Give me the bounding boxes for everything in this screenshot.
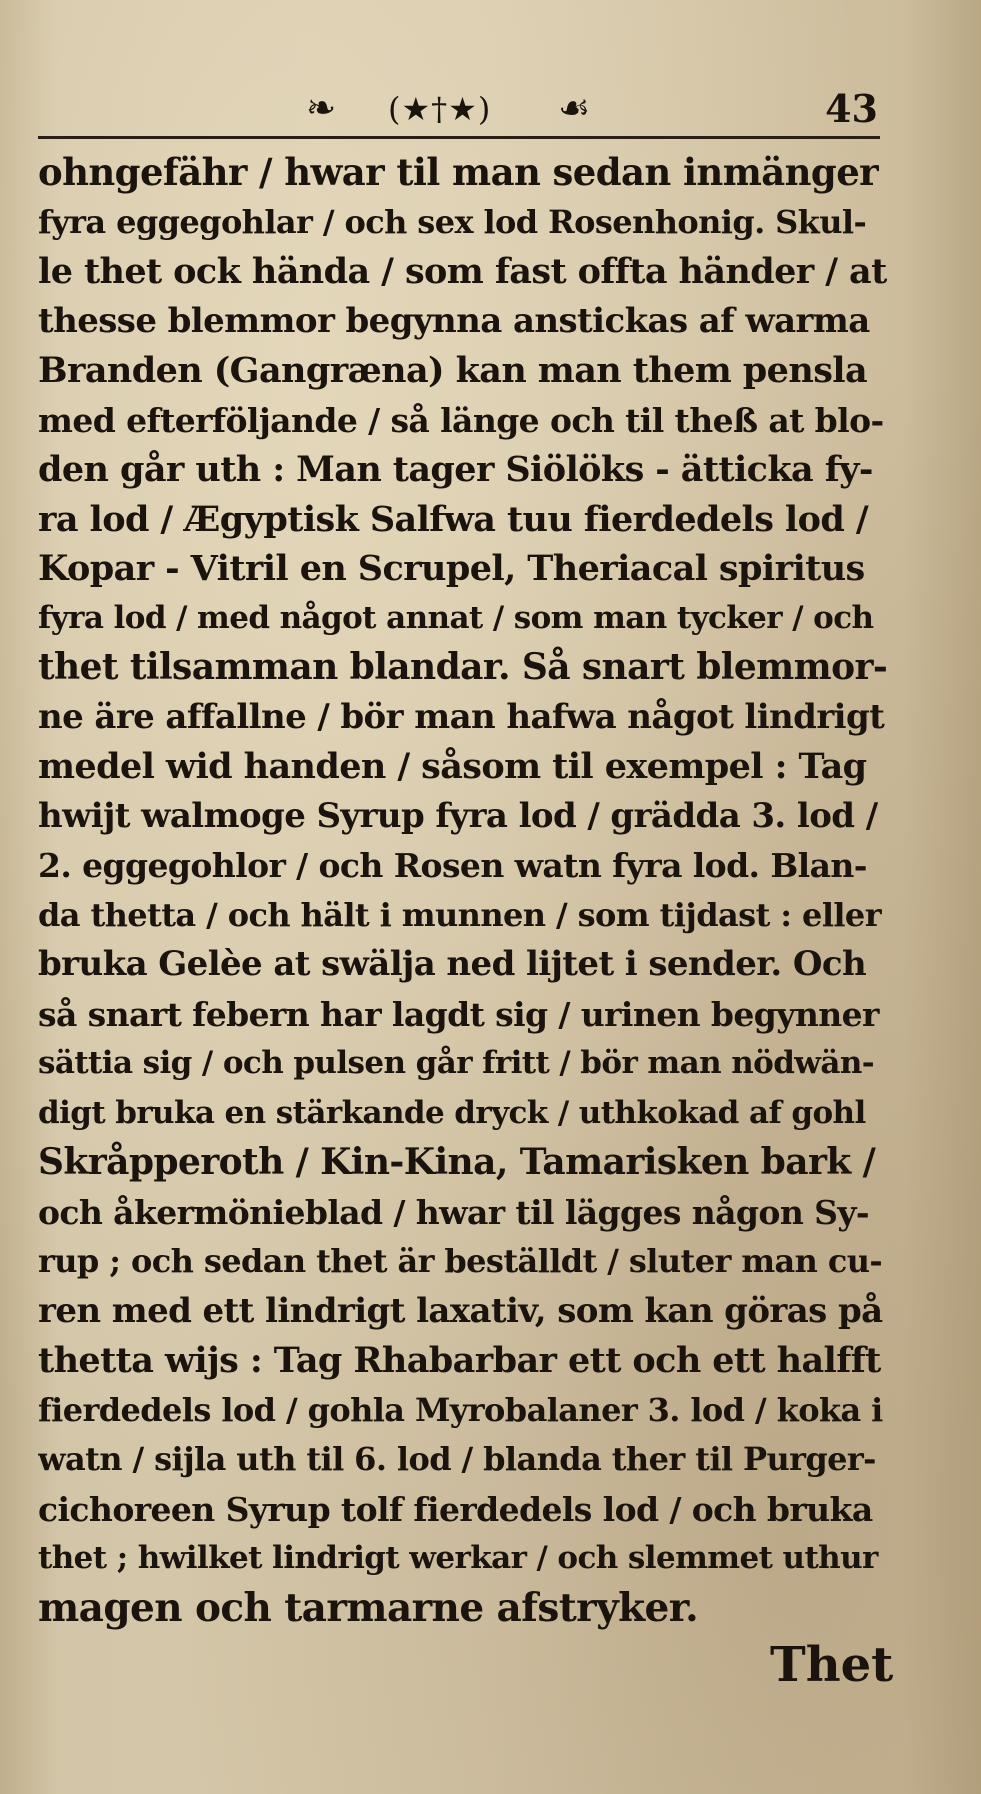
text-line: cichoreen Syrup tolf fierdedels lod / och bruka	[38, 1489, 873, 1529]
text-line: rup ; och sedan thet är beställdt / sluter man cu-	[38, 1242, 883, 1280]
text-line: så snart febern har lagdt sig / urinen begynner	[38, 994, 879, 1034]
text-line: den går uth : Man tager Siölöks - ätticka fy-	[38, 449, 873, 490]
text-line: fierdedels lod / gohla Myrobalaner 3. lod / koka i	[38, 1390, 883, 1429]
text-line: Skråpperoth / Kin-Kina, Tamarisken bark /	[38, 1141, 876, 1183]
text-line: och åkermönieblad / hwar til lägges någon Sy-	[38, 1192, 870, 1232]
text-line: Branden (Gangræna) kan man them pensla	[38, 350, 868, 391]
text-line: le thet ock hända / som fast offta händer / at	[38, 251, 887, 292]
text-line: ohngefähr / hwar til man sedan inmänger	[38, 150, 879, 194]
ornament-left-icon: ❧	[306, 88, 337, 129]
header-signature: (★†★)	[388, 90, 492, 128]
ornament-right-icon: ☙	[558, 88, 591, 129]
text-line: fyra eggegohlar / och sex lod Rosenhonig. Skul-	[38, 202, 867, 241]
header-rule	[38, 136, 880, 139]
text-line: medel wid handen / såsom til exempel : Tag	[38, 746, 867, 787]
catchword: Thet	[770, 1637, 894, 1693]
text-line: Kopar - Vitril en Scrupel, Theriacal spiritus	[38, 548, 865, 589]
text-line: thesse blemmor begynna anstickas af warma	[38, 300, 870, 341]
text-line: da thetta / och hält i munnen / som tijdast : eller	[38, 895, 881, 934]
text-line: sättia sig / och pulsen går fritt / bör man nödwän-	[38, 1045, 875, 1081]
text-line: hwijt walmoge Syrup fyra lod / grädda 3. lod /	[38, 795, 878, 836]
text-line: magen och tarmarne afstryker.	[38, 1584, 699, 1631]
body-text	[38, 148, 888, 1633]
text-line: fyra lod / med något annat / som man tycker / och	[38, 599, 874, 636]
text-line: thet ; hwilket lindrigt werkar / och slemmet uthur	[38, 1540, 878, 1576]
text-line: bruka Gelèe at swälja ned lijtet i sender. Och	[38, 944, 867, 984]
text-line: watn / sijla uth til 6. lod / blanda ther til Purger-	[38, 1440, 876, 1478]
text-line: ren med ett lindrigt laxativ, som kan göras på	[38, 1290, 883, 1331]
text-line: ra lod / Ægyptisk Salfwa tuu fierdedels lod /	[38, 498, 869, 540]
text-line: ne äre affallne / bör man hafwa något lindrigt	[38, 696, 885, 737]
text-line: digt bruka en stärkande dryck / uthkokad af gohl	[38, 1094, 866, 1131]
text-line: med efterföljande / så länge och til theß at blo-	[38, 400, 884, 440]
running-header	[38, 84, 878, 134]
text-line: thetta wijs : Tag Rhabarbar ett och ett halfft	[38, 1340, 881, 1381]
text-line: 2. eggegohlor / och Rosen watn fyra lod. Blan-	[38, 846, 867, 885]
text-line: thet tilsamman blandar. Så snart blemmor-	[38, 646, 888, 688]
page-number: 43	[825, 86, 878, 131]
